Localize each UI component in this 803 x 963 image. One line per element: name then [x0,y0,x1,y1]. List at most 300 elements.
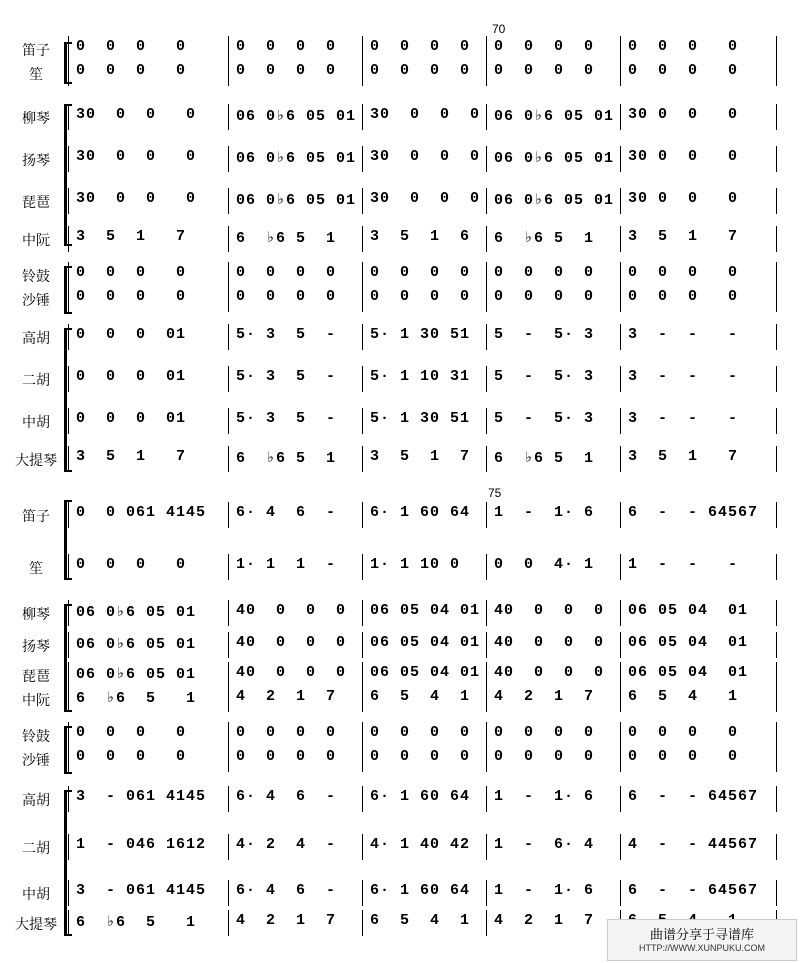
measure-notes: 3 5 1 7 [628,448,739,465]
barline [362,834,363,860]
barline [620,36,621,62]
measure-notes: 0 0 4· 1 [494,556,595,573]
measure-notes: 6· 4 6 - [236,882,337,899]
barline [228,786,229,812]
barline [362,786,363,812]
measure-notes: 3 5 1 7 [628,228,739,245]
barline [486,662,487,688]
measure-notes: 6 ♭6 5 1 [76,914,197,931]
measure-notes: 1· 1 10 0 [370,556,461,573]
measure-notes: 40 0 0 0 [236,602,347,619]
instrument-label: 中阮 [22,693,50,709]
barline [776,104,777,130]
staff-row [0,228,803,252]
measure-notes: 0 0 061 4145 [76,504,207,521]
measure-notes: 0 0 0 0 [370,724,471,741]
barline [486,60,487,86]
barline [776,632,777,658]
barline [228,408,229,434]
barline [362,686,363,712]
barline [776,324,777,350]
barline [776,662,777,688]
barline [228,686,229,712]
measure-notes: 5 - 5· 3 [494,410,595,427]
barline [776,188,777,214]
barline [362,722,363,748]
barline [362,104,363,130]
barline [228,226,229,252]
measure-notes: 1 - 1· 6 [494,504,595,521]
measure-notes: 0 0 0 0 [236,748,337,765]
measure-notes: 0 0 0 0 [76,556,187,573]
measure-notes: 3 5 1 7 [76,448,187,465]
measure-notes: 30 0 0 0 [628,106,739,123]
staff-row [0,410,803,434]
barline [68,686,69,712]
barline [620,834,621,860]
measure-notes: 6 ♭6 5 1 [494,230,595,247]
measure-notes: 0 0 0 0 [76,724,187,741]
measure-notes: 0 0 0 0 [370,38,471,55]
measure-notes: 6· 4 6 - [236,504,337,521]
barline [228,188,229,214]
barline [228,262,229,288]
measure-notes: 4· 1 40 42 [370,836,471,853]
measure-notes: 6· 1 60 64 [370,882,471,899]
measure-notes: 30 0 0 0 [76,106,197,123]
barline [68,226,69,252]
barline [620,786,621,812]
staff-row [0,62,803,86]
measure-notes: 0 0 0 0 [494,264,595,281]
measure-notes: 5 - 5· 3 [494,326,595,343]
barline [620,722,621,748]
staff-row [0,724,803,748]
barline [620,662,621,688]
instrument-label: 大提琴 [15,453,57,469]
barline [486,36,487,62]
measure-notes: 5· 3 5 - [236,368,337,385]
barline [362,502,363,528]
measure-number: 70 [492,22,506,36]
barline [228,60,229,86]
barline [362,324,363,350]
barline [776,722,777,748]
staff-row [0,368,803,392]
measure-notes: 5· 1 10 31 [370,368,471,385]
measure-notes: 4 - - 44567 [628,836,759,853]
measure-notes: 0 0 0 0 [628,748,739,765]
barline [362,600,363,626]
staff-row [0,264,803,288]
instrument-label: 中阮 [22,233,50,249]
measure-notes: 4· 2 4 - [236,836,337,853]
barline [486,408,487,434]
instrument-label: 琵琶 [22,669,50,685]
barline [362,554,363,580]
measure-notes: 6 5 4 1 [370,912,471,929]
barline [228,910,229,936]
barline [486,722,487,748]
barline [620,60,621,86]
instrument-label: 高胡 [22,793,50,809]
measure-notes: 3 5 1 7 [76,228,187,245]
barline [620,188,621,214]
barline [68,262,69,288]
barline [776,600,777,626]
measure-notes: 0 0 0 0 [494,724,595,741]
measure-notes: 06 05 04 01 [628,602,749,619]
barline [620,880,621,906]
measure-notes: 0 0 0 0 [628,724,739,741]
measure-notes: 0 0 0 01 [76,410,187,427]
barline [228,502,229,528]
barline [68,286,69,312]
measure-notes: 30 0 0 0 [628,148,739,165]
instrument-label: 笙 [29,561,43,577]
barline [68,834,69,860]
barline [362,188,363,214]
measure-notes: 5· 3 5 - [236,326,337,343]
measure-notes: 06 0♭6 05 01 [236,108,357,125]
measure-notes: 6 5 4 1 [370,688,471,705]
barline [228,286,229,312]
barline [486,834,487,860]
barline [486,366,487,392]
barline [486,686,487,712]
measure-notes: 3 - - - [628,368,739,385]
staff-row [0,556,803,580]
measure-notes: 30 0 0 0 [76,148,197,165]
measure-notes: 0 0 0 0 [370,748,471,765]
measure-notes: 30 0 0 0 [628,190,739,207]
measure-notes: 6 - - 64567 [628,788,759,805]
barline [228,324,229,350]
measure-notes: 0 0 0 0 [76,264,187,281]
measure-notes: 06 0♭6 05 01 [76,604,197,621]
measure-notes: 0 0 0 0 [628,288,739,305]
instrument-label: 扬琴 [22,153,50,169]
measure-notes: 0 0 0 0 [236,264,337,281]
barline [68,324,69,350]
barline [776,36,777,62]
barline [362,662,363,688]
staff-row [0,106,803,130]
instrument-label: 琵琶 [22,195,50,211]
instrument-label: 沙锤 [22,293,50,309]
barline [362,446,363,472]
barline [620,324,621,350]
barline [68,910,69,936]
barline [362,262,363,288]
measure-notes: 0 0 0 0 [494,288,595,305]
staff-row [0,836,803,860]
barline [68,446,69,472]
measure-notes: 4 2 1 7 [236,912,337,929]
instrument-label: 笛子 [22,43,50,59]
instrument-label: 二胡 [22,373,50,389]
measure-notes: 6· 1 60 64 [370,788,471,805]
staff-row [0,748,803,772]
measure-notes: 0 0 0 0 [236,38,337,55]
barline [68,36,69,62]
barline [620,632,621,658]
staff-row [0,326,803,350]
barline [620,146,621,172]
barline [776,146,777,172]
measure-notes: 40 0 0 0 [236,664,347,681]
measure-notes: 3 - 061 4145 [76,882,207,899]
barline [68,746,69,772]
instrument-label: 二胡 [22,841,50,857]
measure-notes: 3 5 1 6 [370,228,471,245]
barline [68,662,69,688]
staff-row [0,504,803,528]
measure-notes: 0 0 0 0 [494,38,595,55]
staff-row [0,448,803,472]
barline [228,446,229,472]
measure-notes: 5· 1 30 51 [370,410,471,427]
barline [776,502,777,528]
measure-notes: 06 05 04 01 [370,602,481,619]
barline [776,746,777,772]
barline [68,600,69,626]
measure-notes: 06 05 04 01 [628,664,749,681]
measure-notes: 30 0 0 0 [370,106,481,123]
barline [228,104,229,130]
measure-notes: 40 0 0 0 [494,664,605,681]
measure-notes: 6 ♭6 5 1 [236,230,337,247]
measure-notes: 4 2 1 7 [494,912,595,929]
watermark [607,919,797,961]
watermark-title: 曲谱分享于寻谱库 [649,927,754,942]
measure-notes: 40 0 0 0 [494,634,605,651]
barline [362,60,363,86]
measure-notes: 4 2 1 7 [236,688,337,705]
staff-row [0,38,803,62]
measure-notes: 0 0 0 0 [370,264,471,281]
measure-notes: 3 - 061 4145 [76,788,207,805]
barline [228,366,229,392]
barline [776,408,777,434]
measure-notes: 0 0 0 0 [76,748,187,765]
staff-row [0,688,803,712]
measure-notes: 06 05 04 01 [370,664,481,681]
measure-notes: 6· 4 6 - [236,788,337,805]
instrument-label: 大提琴 [15,917,57,933]
measure-notes: 06 0♭6 05 01 [76,666,197,683]
measure-notes: 6 - - 64567 [628,882,759,899]
measure-notes: 1 - 1· 6 [494,882,595,899]
barline [620,226,621,252]
barline [68,632,69,658]
barline [68,146,69,172]
measure-notes: 06 05 04 01 [370,634,481,651]
barline [486,554,487,580]
barline [776,226,777,252]
barline [362,632,363,658]
instrument-label: 柳琴 [22,111,50,127]
barline [486,746,487,772]
instrument-label: 柳琴 [22,607,50,623]
instrument-label: 笙 [29,67,43,83]
measure-notes: 6 ♭6 5 1 [494,450,595,467]
barline [620,600,621,626]
barline [486,600,487,626]
barline [362,286,363,312]
measure-notes: 06 05 04 01 [628,634,749,651]
measure-notes: 1· 1 1 - [236,556,337,573]
barline [68,722,69,748]
measure-notes: 0 0 0 0 [494,748,595,765]
instrument-label: 中胡 [22,887,50,903]
measure-notes: 6 5 4 1 [628,688,739,705]
measure-notes: 0 0 0 0 [494,62,595,79]
instrument-label: 扬琴 [22,639,50,655]
barline [620,446,621,472]
barline [362,36,363,62]
staff-row [0,882,803,906]
barline [362,408,363,434]
barline [486,262,487,288]
barline [362,366,363,392]
measure-notes: 40 0 0 0 [494,602,605,619]
measure-notes: 3 - - - [628,410,739,427]
measure-notes: 06 0♭6 05 01 [236,192,357,209]
measure-notes: 1 - 6· 4 [494,836,595,853]
measure-notes: 0 0 0 0 [236,62,337,79]
barline [776,286,777,312]
barline [228,632,229,658]
measure-notes: 1 - 046 1612 [76,836,207,853]
measure-notes: 06 0♭6 05 01 [494,192,615,209]
measure-notes: 1 - - - [628,556,739,573]
barline [68,502,69,528]
staff-row [0,634,803,658]
measure-notes: 3 - - - [628,326,739,343]
barline [620,502,621,528]
barline [486,446,487,472]
staff-row [0,788,803,812]
measure-notes: 40 0 0 0 [236,634,347,651]
barline [776,686,777,712]
measure-notes: 0 0 0 0 [76,62,187,79]
instrument-label: 铃鼓 [22,269,50,285]
measure-notes: 06 0♭6 05 01 [494,150,615,167]
measure-notes: 30 0 0 0 [370,190,481,207]
barline [68,554,69,580]
barline [620,686,621,712]
measure-notes: 06 0♭6 05 01 [236,150,357,167]
measure-notes: 6· 1 60 64 [370,504,471,521]
barline [362,226,363,252]
barline [620,408,621,434]
barline [228,746,229,772]
barline [228,554,229,580]
barline [620,554,621,580]
barline [486,786,487,812]
measure-notes: 6 - - 64567 [628,504,759,521]
barline [620,104,621,130]
barline [776,834,777,860]
measure-notes: 4 2 1 7 [494,688,595,705]
measure-notes: 0 0 0 0 [236,288,337,305]
measure-notes: 5 - 5· 3 [494,368,595,385]
measure-notes: 0 0 0 0 [76,38,187,55]
barline [68,188,69,214]
instrument-label: 沙锤 [22,753,50,769]
barline [362,880,363,906]
barline [68,60,69,86]
barline [620,262,621,288]
barline [68,408,69,434]
barline [228,722,229,748]
staff-row [0,664,803,688]
barline [68,786,69,812]
barline [362,910,363,936]
barline [486,502,487,528]
barline [620,286,621,312]
barline [776,554,777,580]
barline [776,446,777,472]
measure-notes: 1 - 1· 6 [494,788,595,805]
barline [228,662,229,688]
barline [776,366,777,392]
barline [486,324,487,350]
barline [776,262,777,288]
instrument-label: 铃鼓 [22,729,50,745]
measure-notes: 0 0 0 0 [370,62,471,79]
barline [486,188,487,214]
instrument-label: 笛子 [22,509,50,525]
barline [486,910,487,936]
barline [486,146,487,172]
staff-row [0,148,803,172]
measure-notes: 0 0 0 0 [628,264,739,281]
measure-notes: 0 0 0 0 [628,38,739,55]
barline [228,146,229,172]
barline [776,786,777,812]
measure-notes: 5· 1 30 51 [370,326,471,343]
measure-notes: 6 ♭6 5 1 [236,450,337,467]
measure-notes: 0 0 0 0 [628,62,739,79]
barline [486,286,487,312]
measure-notes: 0 0 0 0 [236,724,337,741]
barline [776,60,777,86]
barline [620,366,621,392]
barline [620,746,621,772]
measure-notes: 3 5 1 7 [370,448,471,465]
staff-row [0,602,803,626]
instrument-label: 高胡 [22,331,50,347]
measure-notes: 6 ♭6 5 1 [76,690,197,707]
measure-notes: 0 0 0 01 [76,368,187,385]
barline [486,226,487,252]
barline [362,146,363,172]
barline [68,104,69,130]
measure-notes: 5· 3 5 - [236,410,337,427]
measure-notes: 06 0♭6 05 01 [494,108,615,125]
watermark-url: HTTP://WWW.XUNPUKU.COM [639,943,765,953]
barline [228,36,229,62]
instrument-label: 中胡 [22,415,50,431]
barline [68,880,69,906]
staff-row [0,190,803,214]
barline [486,632,487,658]
staff-row [0,288,803,312]
barline [228,880,229,906]
barline [486,104,487,130]
